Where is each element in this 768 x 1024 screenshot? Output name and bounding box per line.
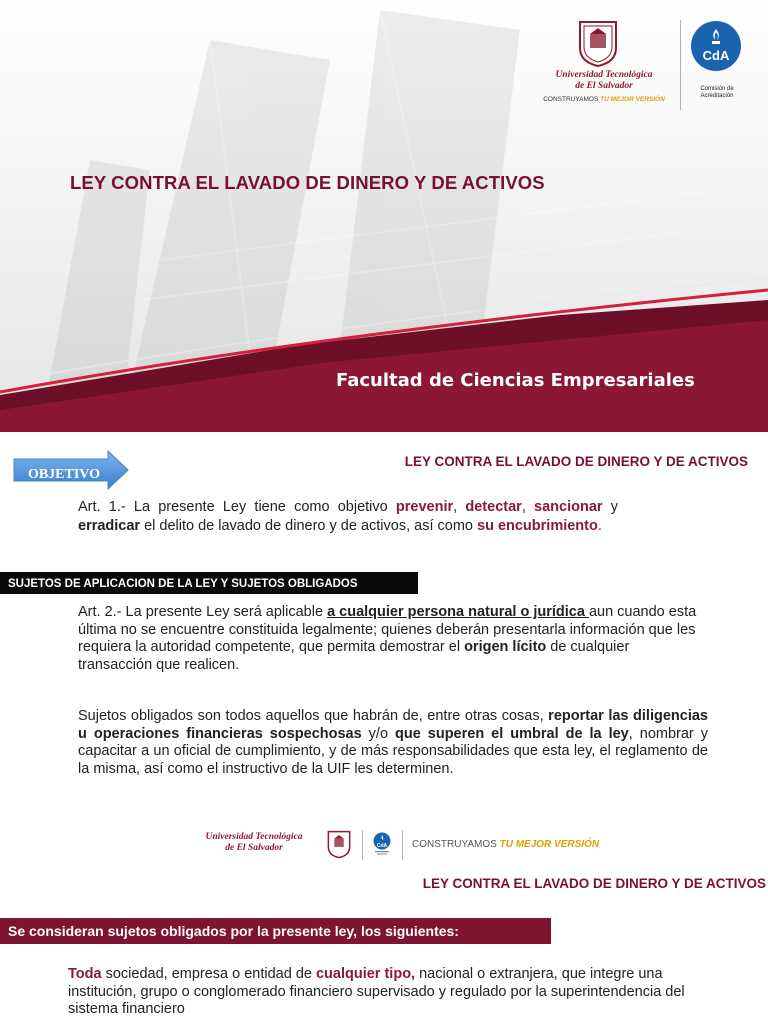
cover-title: LEY CONTRA EL LAVADO DE DINERO Y DE ACTIVOS — [70, 172, 545, 193]
text-run: Art. 1.- La presente Ley tiene como objetivo — [78, 499, 396, 515]
text-run: , — [521, 499, 535, 515]
sujeto-item-text — [68, 966, 698, 1019]
tagline-emphasis: TU MEJOR VERSIÓN — [600, 96, 665, 103]
highlight-prevenir: prevenir — [395, 499, 454, 515]
sujetos-slide — [0, 804, 768, 1024]
logo-divider — [362, 830, 363, 860]
logo-divider — [680, 20, 681, 110]
bold-reportar: reportar las diligencias u operaciones financieras sospechosas — [78, 708, 708, 742]
svg-text:CdA: CdA — [702, 48, 730, 63]
highlight-detectar: detectar — [465, 499, 522, 515]
sujetos-obligados-text — [78, 708, 708, 778]
cda-caption-line2: Acreditación — [700, 93, 734, 99]
university-tagline — [534, 96, 674, 103]
university-name — [184, 832, 324, 854]
section-bar-sujetos-obligados: Se consideran sujetos obligados por la presente ley, los siguientes: — [0, 918, 551, 944]
article-1-text — [78, 498, 618, 536]
university-tagline — [412, 839, 599, 850]
bold-origen-licito: origen lícito — [464, 639, 547, 655]
bold-umbral: que superen el umbral de la ley — [395, 725, 629, 742]
text-run: de cualquier transacción que realicen. — [78, 639, 630, 673]
cover-slide — [0, 0, 768, 432]
text-run: , nombrar y capacitar a un oficial de cumplimiento, y de más responsabilidades que esta ley, el reglamento de la misma, así como el instructivo de la UIF les determinen. — [78, 725, 708, 777]
text-run: y/o — [361, 725, 396, 742]
text-run: y — [602, 499, 618, 515]
svg-text:CdA: CdA — [376, 843, 388, 849]
text-run: . — [597, 518, 602, 534]
tagline-prefix: CONSTRUYAMOS — [543, 96, 599, 103]
text-run: , — [453, 499, 466, 515]
university-name-line2: de El Salvador — [225, 843, 283, 853]
university-seal-icon — [576, 18, 620, 68]
cda-logo-icon — [373, 832, 391, 856]
highlight-encubrimiento: su encubrimiento — [477, 518, 598, 534]
text-run: Sujetos obligados son todos aquellos que habrán de, entre otras cosas, — [78, 708, 549, 724]
faculty-name: Facultad de Ciencias Empresariales — [336, 370, 695, 391]
highlight-sancionar: sancionar — [534, 499, 603, 515]
logo-divider — [402, 830, 403, 860]
section-bar-sujetos: SUJETOS DE APLICACION DE LA LEY Y SUJETOS OBLIGADOS — [0, 572, 418, 594]
highlight-cualquier-tipo: cualquier tipo, — [315, 966, 416, 982]
cover-background — [0, 0, 768, 432]
tagline-emphasis: TU MEJOR VERSIÓN — [499, 839, 600, 850]
slide2-title: LEY CONTRA EL LAVADO DE DINERO Y DE ACTIVOS — [404, 454, 748, 469]
university-name-line1: Universidad Tecnológica — [555, 70, 653, 80]
highlight-toda: Toda — [68, 966, 102, 982]
article-2-text — [78, 604, 706, 674]
university-name-line1: Universidad Tecnológica — [205, 832, 303, 842]
text-run: Art. 2.- La presente Ley será aplicable — [78, 604, 328, 620]
cda-logo-icon — [690, 20, 742, 72]
text-run: aun cuando esta última no se encuentre constituida legalmente; quienes deberán presentarla información que les requiera la autoridad competente, que permita demostrar el — [78, 604, 697, 655]
university-name — [534, 70, 674, 92]
cda-caption — [690, 86, 744, 100]
university-seal-icon — [326, 828, 352, 860]
text-run: nacional o extranjera, que integre una institución, grupo o conglomerado financiero supervisado y regulado por la superintendencia del sistema financiero — [68, 966, 685, 1017]
university-name-line2: de El Salvador — [575, 81, 633, 91]
bold-erradicar: erradicar — [78, 518, 141, 534]
text-run: el delito de lavado de dinero y de activos, así como — [140, 518, 477, 534]
tagline-prefix: CONSTRUYAMOS — [412, 839, 497, 850]
underline-persona-natural: a cualquier persona natural o jurídica — [327, 604, 589, 620]
cda-caption-line1: Comisión de — [700, 86, 734, 92]
slide3-title: LEY CONTRA EL LAVADO DE DINERO Y DE ACTIVOS — [422, 876, 766, 891]
objetivo-slide — [0, 432, 768, 804]
objetivo-label: OBJETIVO — [27, 467, 101, 482]
text-run: sociedad, empresa o entidad de — [101, 966, 316, 982]
